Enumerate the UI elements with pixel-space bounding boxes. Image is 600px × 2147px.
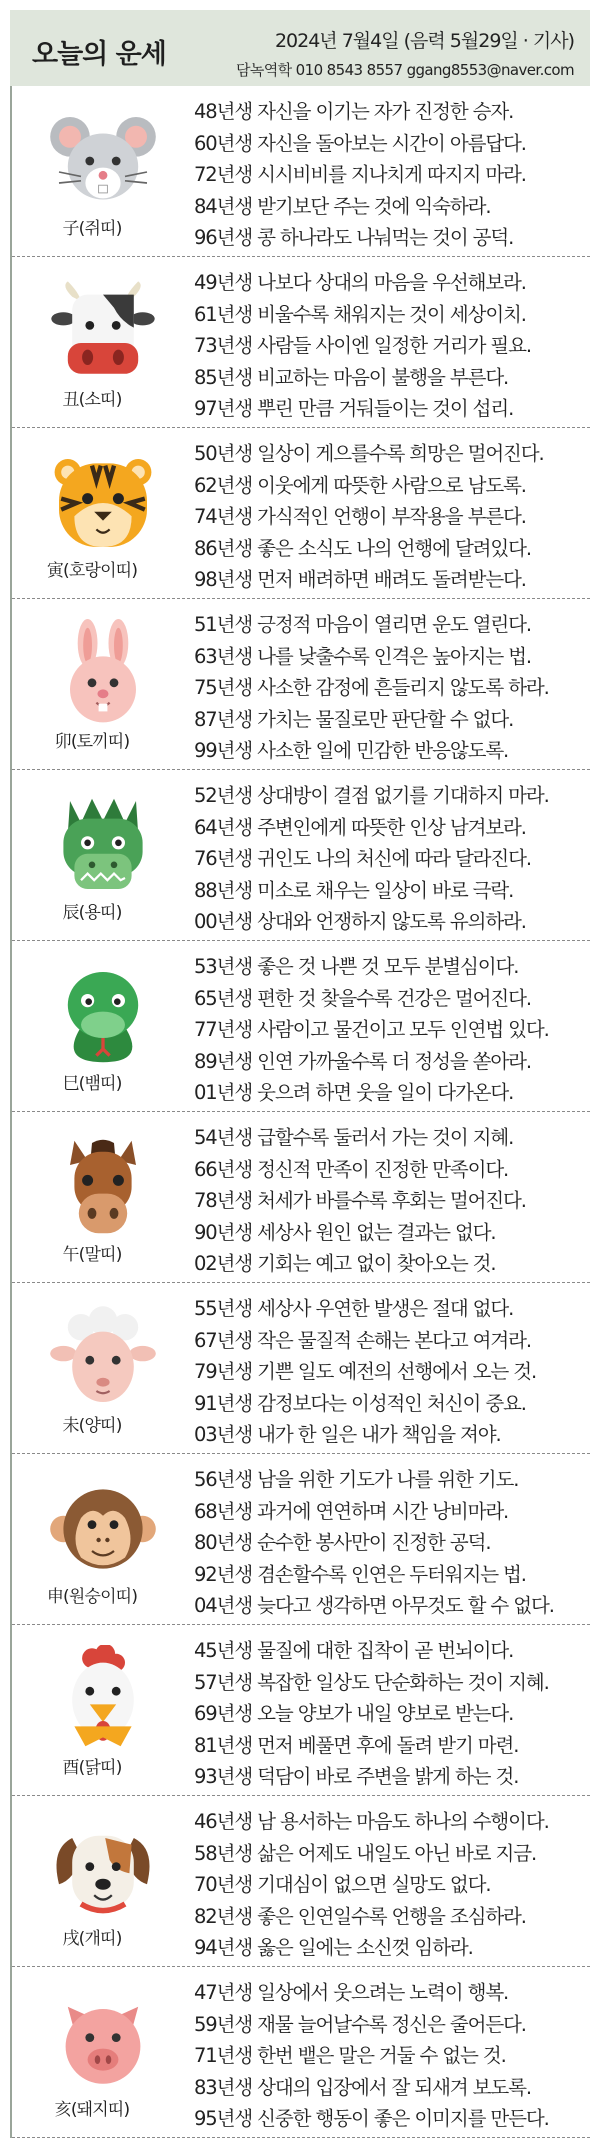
zodiac-label: 酉(닭띠): [62, 1758, 122, 1778]
fortune-line: 60년생 자신을 돌아보는 시간이 아름답다.: [194, 131, 526, 155]
zodiac-label: 申(원숭이띠): [46, 1587, 138, 1607]
fortune-line: 78년생 처세가 바를수록 후회는 멀어진다.: [194, 1189, 526, 1212]
fortune-line: 80년생 순수한 봉사만이 진정한 공덕.: [194, 1531, 491, 1554]
fortune-line: 62년생 이웃에게 따뜻한 사람으로 남도록.: [194, 473, 526, 497]
fortune-line: 03년생 내가 한 일은 내가 책임을 져야.: [194, 1423, 501, 1446]
fortune-line: 68년생 과거에 연연하며 시간 낭비마라.: [194, 1499, 509, 1523]
fortune-line: 94년생 옳은 일에는 소신껏 임하라.: [194, 1936, 473, 1959]
fortune-lines: [194, 438, 586, 596]
fortune-line: 95년생 신중한 행동이 좋은 이미지를 만든다.: [194, 2107, 549, 2130]
zodiac-label: 寅(호랑이띠): [46, 561, 138, 581]
fortune-line: 51년생 긍정적 마음이 열리면 운도 열린다.: [194, 613, 531, 636]
fortune-line: 02년생 기회는 예고 없이 찾아오는 것.: [194, 1252, 496, 1275]
zodiac-label: 未(양띠): [62, 1416, 122, 1436]
fortune-lines: [194, 951, 586, 1109]
fortune-line: 65년생 편한 것 찾을수록 건강은 멀어진다.: [194, 986, 531, 1010]
fortune-lines: [194, 1977, 586, 2135]
fortune-line: 56년생 남을 위한 기도가 나를 위한 기도.: [194, 1468, 519, 1491]
zodiac-label: 辰(용띠): [62, 903, 122, 923]
fortune-line: 93년생 덕담이 바로 주변을 밝게 하는 것.: [194, 1765, 519, 1788]
fortune-line: 70년생 기대심이 없으면 실망도 없다.: [194, 1873, 491, 1896]
fortune-line: 71년생 한번 뱉은 말은 거둘 수 없는 것.: [194, 2044, 506, 2067]
fortune-line: 92년생 겸손할수록 인연은 두터워지는 법.: [194, 1562, 526, 1586]
fortune-line: 97년생 뿌린 만큼 거둬들이는 것이 섭리.: [194, 397, 514, 420]
fortune-line: 84년생 받기보단 주는 것에 익숙하라.: [194, 194, 491, 218]
fortune-line: 98년생 먼저 배려하면 배려도 돌려받는다.: [194, 568, 526, 591]
zodiac-row: [12, 1796, 590, 1967]
fortune-line: 69년생 오늘 양보가 내일 양보로 받는다.: [194, 1702, 514, 1725]
fortune-lines: [194, 267, 586, 425]
fortune-line: 63년생 나를 낮출수록 인격은 높아지는 법.: [194, 644, 531, 668]
zodiac-label: 卯(토끼띠): [54, 732, 130, 752]
fortune-line: 48년생 자신을 이기는 자가 진정한 승자.: [194, 100, 514, 123]
fortune-lines: [194, 609, 586, 767]
fortune-line: 81년생 먼저 베풀면 후에 돌려 받기 마련.: [194, 1733, 519, 1757]
horse-icon: [48, 1132, 158, 1242]
page-title: 오늘의 운세: [32, 39, 166, 70]
zodiac-label: 子(쥐띠): [62, 219, 122, 239]
fortune-line: 82년생 좋은 인연일수록 언행을 조심하라.: [194, 1904, 526, 1928]
fortune-line: 58년생 삶은 어제도 내일도 아닌 바로 지금.: [194, 1841, 537, 1865]
fortune-line: 72년생 시시비비를 지나치게 따지지 마라.: [194, 163, 526, 186]
fortune-line: 76년생 귀인도 나의 처신에 따라 달라진다.: [194, 847, 531, 870]
fortune-line: 91년생 감정보다는 이성적인 처신이 중요.: [194, 1391, 526, 1415]
fortune-line: 53년생 좋은 것 나쁜 것 모두 분별심이다.: [194, 955, 519, 978]
monkey-icon: [48, 1474, 158, 1584]
fortune-line: 45년생 물질에 대한 집착이 곧 번뇌이다.: [194, 1639, 514, 1662]
fortune-line: 50년생 일상이 게으를수록 희망은 멀어진다.: [194, 442, 544, 465]
rat-icon: [48, 106, 158, 216]
zodiac-row: [12, 1625, 590, 1796]
fortune-line: 85년생 비교하는 마음이 불행을 부른다.: [194, 365, 509, 389]
fortune-line: 01년생 웃으려 하면 웃을 일이 다가온다.: [194, 1081, 514, 1104]
fortune-line: 54년생 급할수록 둘러서 가는 것이 지혜.: [194, 1126, 514, 1149]
fortune-lines: [194, 780, 586, 938]
fortune-lines: [194, 1806, 586, 1964]
fortune-lines: [194, 1635, 586, 1793]
date-line: 2024년 7월4일 (음력 5월29일 · 기사): [274, 30, 574, 52]
fortune-lines: [194, 96, 586, 254]
zodiac-row: [12, 428, 590, 599]
fortune-line: 96년생 콩 하나라도 나눠먹는 것이 공덕.: [194, 226, 514, 249]
zodiac-label: 午(말띠): [62, 1245, 122, 1265]
fortune-line: 90년생 세상사 원인 없는 결과는 없다.: [194, 1220, 496, 1244]
fortune-line: 47년생 일상에서 웃으려는 노력이 행복.: [194, 1981, 509, 2004]
zodiac-row: [12, 770, 590, 941]
rooster-icon: [48, 1645, 158, 1755]
zodiac-row: [12, 941, 590, 1112]
fortune-line: 66년생 정신적 만족이 진정한 만족이다.: [194, 1157, 509, 1181]
zodiac-row: [12, 1454, 590, 1625]
sheep-icon: [48, 1303, 158, 1413]
fortune-line: 74년생 가식적인 언행이 부작용을 부른다.: [194, 505, 526, 528]
zodiac-row: [12, 1283, 590, 1454]
tiger-icon: [48, 448, 158, 558]
fortune-line: 67년생 작은 물질적 손해는 본다고 여겨라.: [194, 1328, 531, 1352]
zodiac-label: 戌(개띠): [62, 1929, 122, 1949]
fortune-line: 00년생 상대와 언쟁하지 않도록 유의하라.: [194, 910, 526, 933]
dog-icon: [48, 1816, 158, 1926]
fortune-line: 75년생 사소한 감정에 흔들리지 않도록 하라.: [194, 676, 549, 699]
fortune-lines: [194, 1464, 586, 1622]
zodiac-label: 丑(소띠): [62, 390, 122, 410]
fortune-line: 61년생 비울수록 채워지는 것이 세상이치.: [194, 302, 526, 326]
fortune-line: 55년생 세상사 우연한 발생은 절대 없다.: [194, 1297, 514, 1320]
zodiac-label: 巳(뱀띠): [62, 1074, 122, 1094]
row-divider: [12, 2137, 590, 2138]
zodiac-row: [12, 1112, 590, 1283]
fortune-line: 83년생 상대의 입장에서 잘 되새겨 보도록.: [194, 2075, 531, 2099]
snake-icon: [48, 961, 158, 1071]
fortune-line: 79년생 기쁜 일도 예전의 선행에서 오는 것.: [194, 1360, 537, 1383]
fortune-line: 88년생 미소로 채우는 일상이 바로 극락.: [194, 878, 514, 902]
zodiac-row: [12, 599, 590, 770]
header-banner: [10, 10, 590, 86]
fortune-line: 46년생 남 용서하는 마음도 하나의 수행이다.: [194, 1810, 549, 1833]
pig-icon: [48, 1987, 158, 2097]
zodiac-label: 亥(돼지띠): [54, 2100, 130, 2120]
zodiac-row: [12, 86, 590, 257]
contact-line: 담녹역학 010 8543 8557 ggang8553@naver.com: [235, 61, 574, 79]
zodiac-row: [12, 1967, 590, 2138]
fortune-line: 99년생 사소한 일에 민감한 반응않도록.: [194, 739, 509, 762]
fortune-line: 04년생 늦다고 생각하면 아무것도 할 수 없다.: [194, 1594, 554, 1617]
fortune-line: 73년생 사람들 사이엔 일정한 거리가 필요.: [194, 334, 531, 357]
dragon-icon: [48, 790, 158, 900]
rabbit-icon: [48, 619, 158, 729]
fortune-lines: [194, 1293, 586, 1451]
zodiac-row: [12, 257, 590, 428]
fortune-line: 52년생 상대방이 결점 없기를 기대하지 마라.: [194, 784, 549, 807]
fortune-line: 86년생 좋은 소식도 나의 언행에 달려있다.: [194, 536, 531, 560]
fortune-line: 64년생 주변인에게 따뜻한 인상 남겨보라.: [194, 815, 526, 839]
fortune-line: 59년생 재물 늘어날수록 정신은 줄어든다.: [194, 2012, 526, 2036]
ox-icon: [48, 277, 158, 387]
fortune-line: 77년생 사람이고 물건이고 모두 인연법 있다.: [194, 1018, 549, 1041]
fortune-lines: [194, 1122, 586, 1280]
fortune-line: 87년생 가치는 물질로만 판단할 수 없다.: [194, 707, 514, 731]
fortune-line: 57년생 복잡한 일상도 단순화하는 것이 지혜.: [194, 1670, 549, 1694]
fortune-line: 49년생 나보다 상대의 마음을 우선해보라.: [194, 271, 526, 294]
fortune-line: 89년생 인연 가까울수록 더 정성을 쏟아라.: [194, 1049, 531, 1073]
